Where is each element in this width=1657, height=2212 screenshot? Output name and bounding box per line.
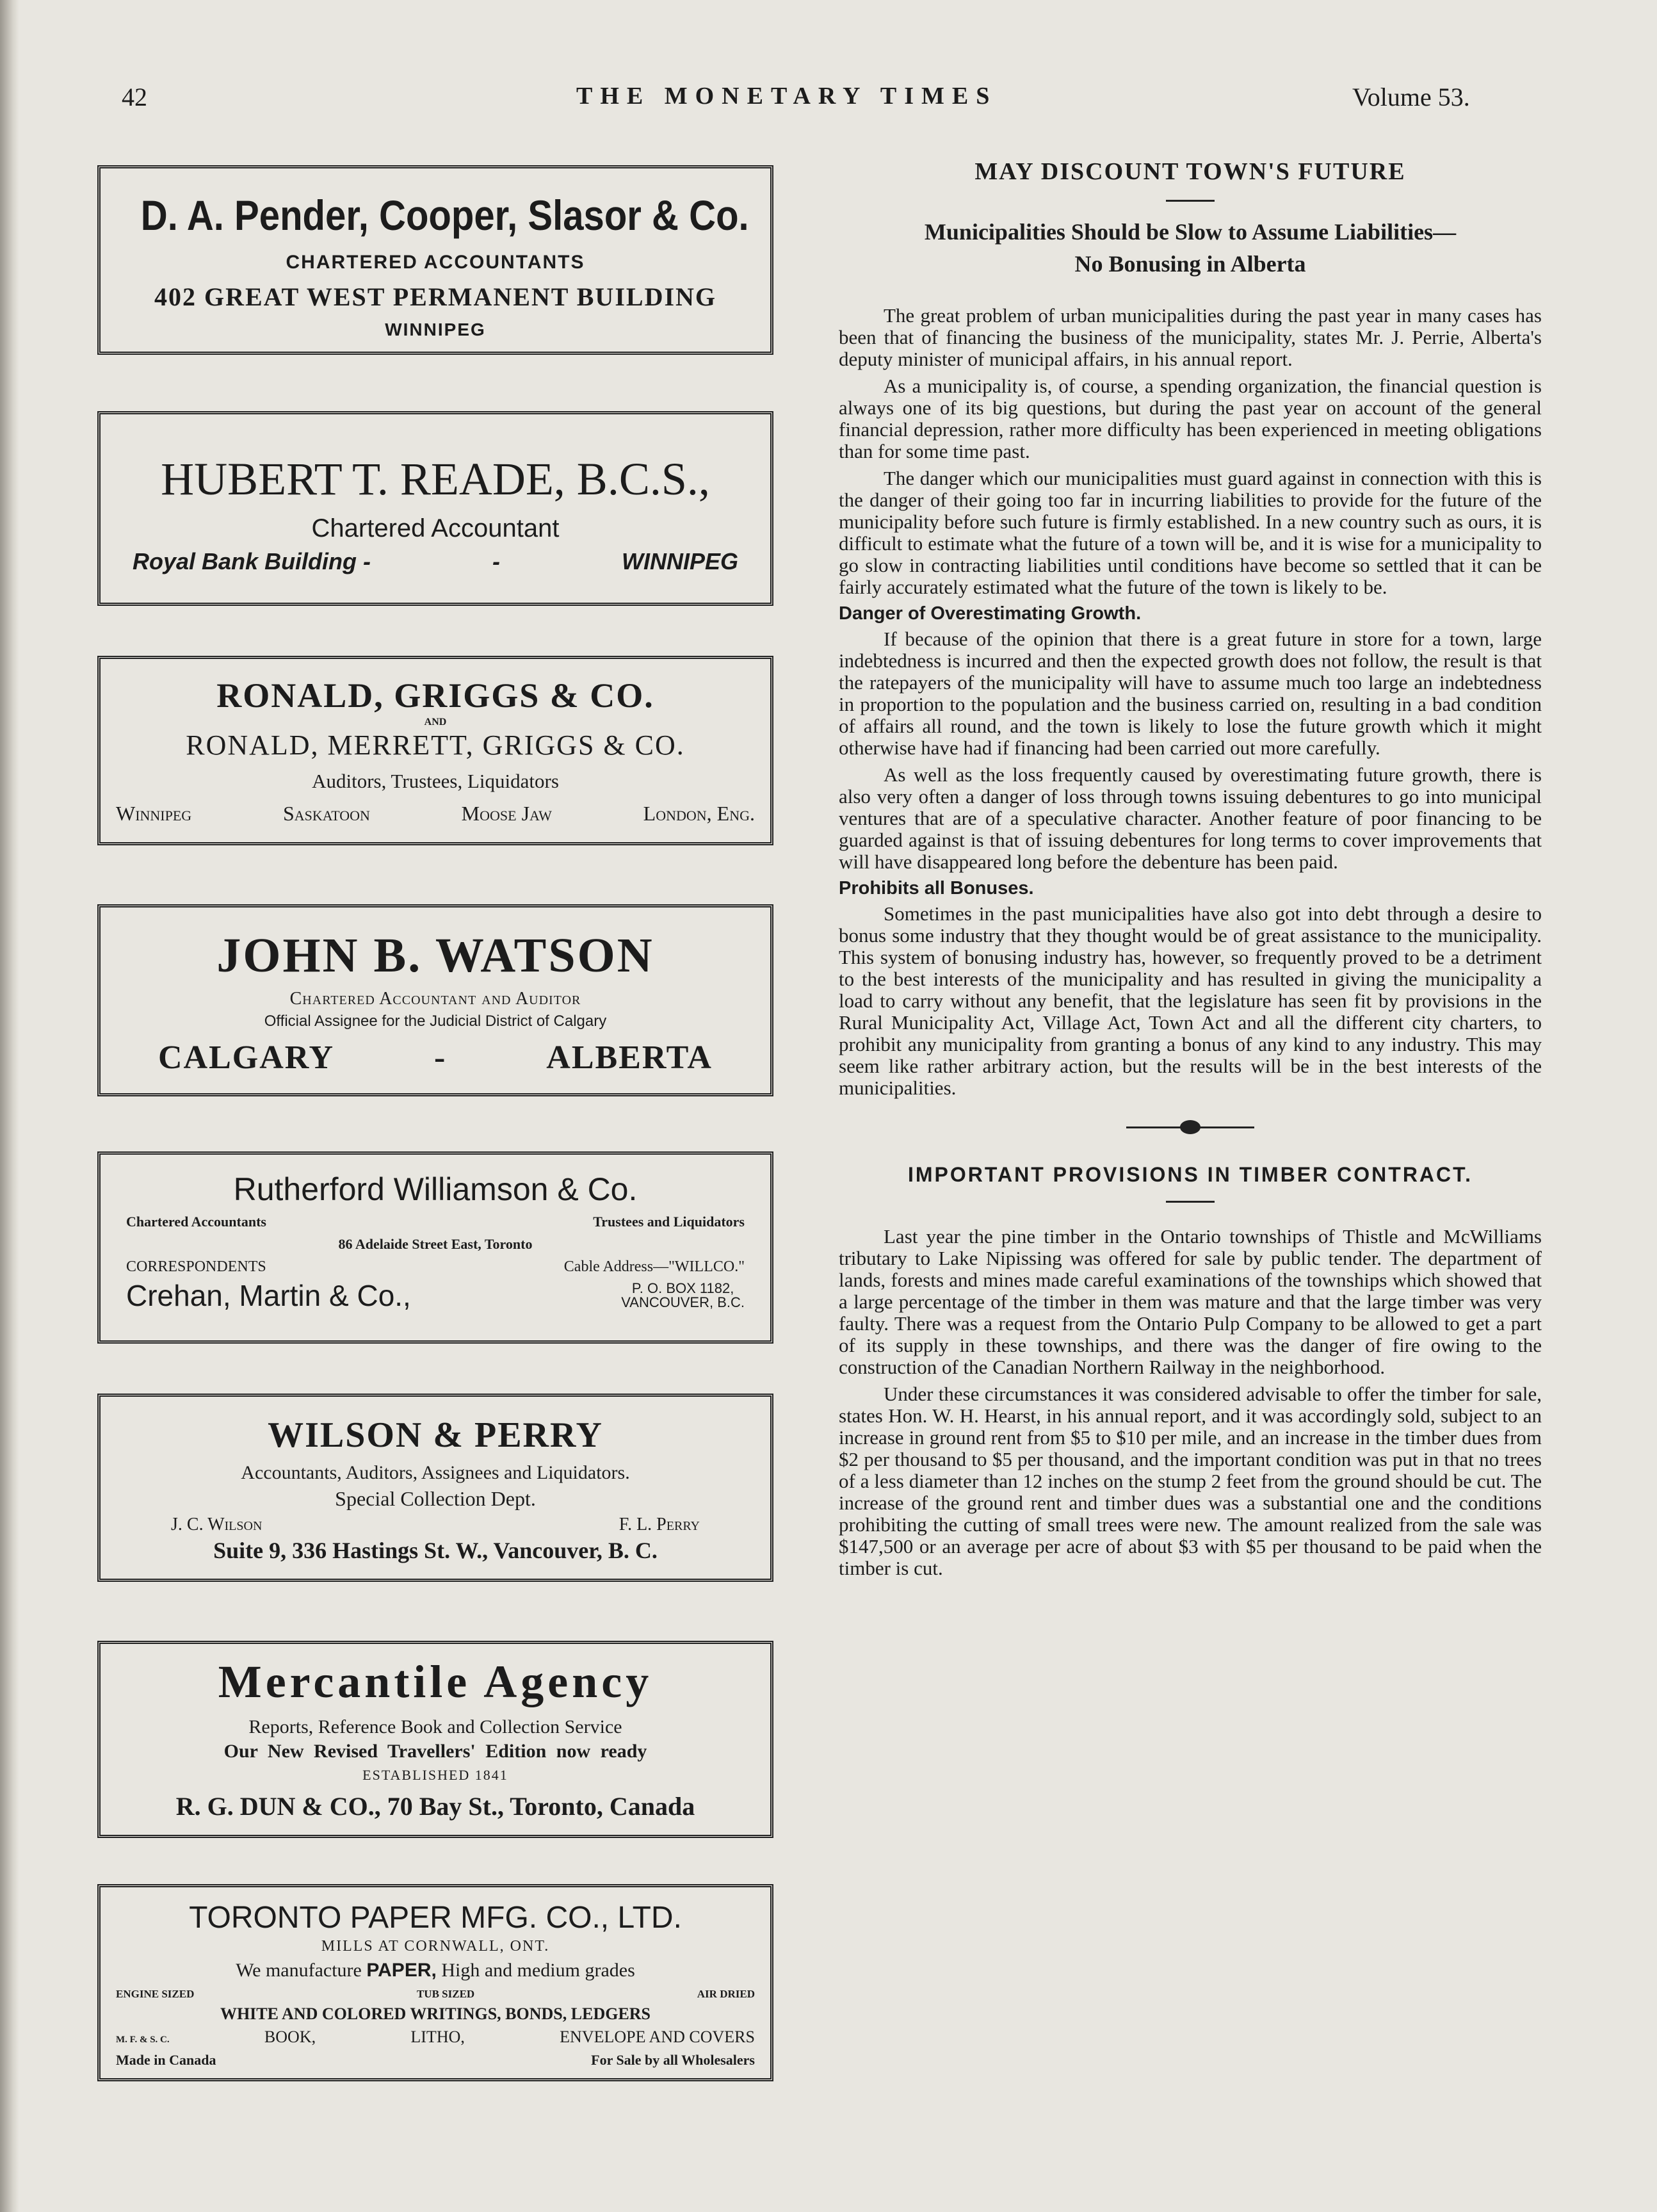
ad-paper-made: Made in Canada	[116, 2051, 216, 2068]
page-number: 42	[122, 83, 147, 111]
section-ornament	[1126, 1118, 1254, 1137]
article-subtitle	[839, 216, 1542, 281]
ad-paper-envelope: ENVELOPE AND COVERS	[560, 2027, 755, 2046]
ad-griggs-city: London, Eng.	[643, 801, 755, 825]
article-paragraph: As a municipality is, of course, a spending organization, the financial question is always one of its big questions, but during the past year on account of the general financial depression, rather more difficulty has been experienced in meeting obligations than for some time past.	[839, 374, 1542, 462]
ad-paper-manufacture-post: High and medium grades	[441, 1959, 635, 1981]
ad-griggs-subtitle: Auditors, Trustees, Liquidators	[312, 770, 559, 793]
ad-rutherford-correspondents: CORRESPONDENTS	[126, 1258, 266, 1276]
ad-paper-sale: For Sale by all Wholesalers	[591, 2051, 755, 2068]
binding-gutter	[0, 0, 19, 2212]
ad-rutherford-roles	[101, 1214, 770, 1230]
ad-paper-size: TUB SIZED	[416, 1988, 475, 2001]
ad-rutherford-box-city: VANCOUVER, B.C.	[621, 1294, 745, 1311]
ad-wilson-partners	[101, 1515, 770, 1535]
ad-rutherford-left-role: Chartered Accountants	[126, 1213, 266, 1230]
ad-paper-footer	[101, 2052, 770, 2068]
ad-griggs-name1: RONALD, GRIGGS & CO.	[216, 676, 654, 715]
article-subtitle-line: No Bonusing in Alberta	[1074, 251, 1306, 277]
ad-paper-manufacture	[101, 1960, 770, 1982]
ad-griggs-name2: RONALD, MERRETT, GRIGGS & CO.	[186, 729, 685, 761]
ad-pender	[97, 165, 773, 355]
ad-rutherford-firm: Crehan, Martin & Co.,	[126, 1278, 411, 1312]
ad-reade-dash: -	[492, 548, 500, 574]
ad-toronto-paper	[97, 1884, 773, 2081]
ad-watson-province: ALBERTA	[546, 1039, 713, 1077]
running-header	[0, 82, 1657, 120]
ad-griggs-city: Saskatoon	[282, 801, 370, 825]
ad-griggs-city: Moose Jaw	[461, 801, 552, 825]
ad-pender-subtitle: CHARTERED ACCOUNTANTS	[286, 251, 585, 273]
ad-rutherford-firm-row	[101, 1279, 770, 1313]
journal-title: THE MONETARY TIMES	[576, 83, 998, 110]
section-heading: Prohibits all Bonuses.	[839, 877, 1034, 899]
ad-mercantile-edition: Our New Revised Travellers' Edition now ready	[223, 1741, 647, 1762]
ad-paper-book: BOOK,	[264, 2027, 316, 2046]
ad-griggs-city: Winnipeg	[116, 801, 192, 825]
ad-rutherford-right-role: Trustees and Liquidators	[593, 1213, 745, 1230]
ad-watson-dash: -	[434, 1039, 447, 1077]
ad-reade-address-row	[101, 548, 770, 574]
ad-reade-city: WINNIPEG	[621, 548, 738, 574]
ad-paper-litho: LITHO,	[410, 2027, 465, 2046]
ad-wilson-address: Suite 9, 336 Hastings St. W., Vancouver, B. C.	[213, 1537, 658, 1563]
ad-paper-mfc: M. F. & S. C.	[116, 2034, 170, 2045]
article-paragraph: Last year the pine timber in the Ontario townships of Thistle and McWilliams tributary to Lake Nipissing was offered for sale by public tender. The department of lands, forests and mines made careful examinations of the townships which showed that a large percentage of the timber in them was mature and that the large timber was very faulty. There was a request from the Ontario Pulp Company to be allowed to get a part of its supply in these townships, and there was the danger of fire owing to the construction of the Canadian Northern Railway in the neighborhood.	[839, 1224, 1542, 1378]
ad-watson-name: JOHN B. WATSON	[216, 929, 654, 982]
title-rule	[1166, 200, 1215, 202]
ad-mercantile-name: Mercantile Agency	[218, 1656, 653, 1707]
article-paragraph: Sometimes in the past municipalities have also got into debt through a desire to bonus some industry that they thought would be of great assistance to the municipality. This system of bonusing industry has, however, so frequently proved to be a detriment to the best interests of the municipality and has resulted in giving the municipality a load to carry without any benefit, that the legislature has seen fit by provisions in the Rural Municipality Act, Village Act, Town Act and all the different city charters, to prohibit any municipality from granting a bonus of any kind to any industry. This may seem like rather arbitrary action, but the results will be in the best interests of the municipalities.	[839, 902, 1542, 1099]
ad-watson-subtitle: Chartered Accountant and Auditor	[289, 989, 581, 1009]
ad-watson-city: CALGARY	[158, 1039, 335, 1077]
article-subtitle-line: Municipalities Should be Slow to Assume Liabilities—	[924, 219, 1457, 245]
ad-wilson-subtitle: Accountants, Auditors, Assignees and Liquidators.	[241, 1462, 630, 1484]
article-paragraph: The great problem of urban municipalities during the past year in many cases has been that of financing the business of the municipality, states Mr. J. Perrie, Alberta's deputy minister of municipal affairs, in his annual report.	[839, 304, 1542, 370]
ad-mercantile-services: Reports, Reference Book and Collection Service	[248, 1716, 622, 1737]
ad-wilson-dept: Special Collection Dept.	[335, 1486, 536, 1510]
ad-paper-size: ENGINE SIZED	[116, 1988, 195, 2001]
ad-mercantile-address: R. G. DUN & CO., 70 Bay St., Toronto, Canada	[175, 1792, 695, 1821]
ad-wilson-name: WILSON & PERRY	[268, 1415, 603, 1455]
ad-wilson	[97, 1394, 773, 1582]
ad-reade-subtitle: Chartered Accountant	[311, 514, 560, 542]
article-column	[839, 158, 1542, 1584]
ad-watson-assignee: Official Assignee for the Judicial District of Calgary	[264, 1012, 607, 1030]
section-heading: Danger of Overestimating Growth.	[839, 603, 1142, 624]
ad-griggs	[97, 656, 773, 845]
ad-wilson-partner: F. L. Perry	[618, 1514, 700, 1534]
ad-rutherford-address: 86 Adelaide Street East, Toronto	[338, 1235, 533, 1252]
ad-rutherford-corr-row	[101, 1258, 770, 1276]
ad-paper-mills: MILLS AT CORNWALL, ONT.	[321, 1938, 550, 1955]
ad-griggs-and: AND	[424, 717, 447, 728]
ad-wilson-partner: J. C. Wilson	[171, 1514, 263, 1534]
ad-reade	[97, 411, 773, 606]
ad-reade-building: Royal Bank Building -	[133, 548, 371, 574]
article-paragraph: If because of the opinion that there is a great future in store for a town, large indebtedness is incurred and then the expected growth does not follow, the result is that the ratepayers of the municipality will have to assume much too large an indebtedness in proportion to the population and the business carried on, resulting in a bad condition of affairs all round, and the town is likely to lose the future growth which it might otherwise have had if financing had been carried out more carefully.	[839, 627, 1542, 759]
title-rule	[1166, 1201, 1215, 1203]
ad-rutherford-cable: Cable Address—"WILLCO."	[563, 1258, 745, 1276]
ad-griggs-cities	[101, 802, 770, 825]
ad-paper-size: AIR DRIED	[697, 1988, 755, 2001]
ad-pender-address: 402 GREAT WEST PERMANENT BUILDING	[154, 282, 717, 312]
article-paragraph: Under these circumstances it was considered advisable to offer the timber for sale, states Hon. W. H. Hearst, in his annual report, and it was accordingly sold, subject to an increase in ground rent from $5 to $10 per mile, and an increase in the timber dues from $2 per thousand to $5 per thousand, and the important condition was put in that no trees of a less diameter than 12 inches on the stump 2 feet from the ground should be cut. The increase of the ground rent and timber dues was a substantial one and the conditions prohibiting the cutting of small trees were new. The amount realized from the sale was $147,500 or an average per acre of about $3 with $5 per thousand to be paid when the timber is cut.	[839, 1382, 1542, 1579]
ornament-diamond	[1180, 1120, 1200, 1134]
ad-pender-city: WINNIPEG	[385, 320, 486, 340]
article2-title: IMPORTANT PROVISIONS IN TIMBER CONTRACT.	[907, 1162, 1473, 1186]
ad-paper-manufacture-pre: We manufacture	[236, 1959, 362, 1981]
volume-label: Volume 53.	[1352, 83, 1470, 111]
article-paragraph: As well as the loss frequently caused by overestimating future growth, there is also very often a danger of loss through towns issuing debentures to go into municipal ventures that are of a speculative character. Another feature of poor financing to be guarded against is that of issuing debentures for long terms to cover improvements that will have disappeared long before the debenture has been paid.	[839, 763, 1542, 873]
ad-reade-name: HUBERT T. READE, B.C.S.,	[161, 453, 710, 505]
article-title: MAY DISCOUNT TOWN'S FUTURE	[974, 158, 1406, 185]
article-paragraph: The danger which our municipalities must guard against in connection with this is the danger of their going too far in incurring liabilities to provide for the future of the municipality before such future is firmly established. In a new country such as ours, it is difficult to estimate what the future of a town will be, and it is wise for a municipality to go slow in contracting liabilities until conditions have become so settled that it can be fairly accurately estimated what the future of the town is likely to be.	[839, 466, 1542, 598]
ad-rutherford	[97, 1151, 773, 1344]
ad-rutherford-box-block	[621, 1281, 745, 1310]
ad-watson	[97, 904, 773, 1096]
ad-mercantile	[97, 1641, 773, 1838]
ad-rutherford-box: P. O. BOX 1182,	[631, 1280, 734, 1297]
ad-paper-sizes	[101, 1988, 770, 2001]
ad-mercantile-established: ESTABLISHED 1841	[362, 1766, 508, 1783]
ad-paper-name: TORONTO PAPER MFG. CO., LTD.	[189, 1901, 682, 1935]
ad-paper-products	[101, 2028, 770, 2047]
ad-rutherford-name: Rutherford Williamson & Co.	[233, 1171, 638, 1207]
ad-pender-name: D. A. Pender, Cooper, Slasor & Co.	[140, 191, 749, 239]
ad-paper-writings: WHITE AND COLORED WRITINGS, BONDS, LEDGERS	[220, 2004, 651, 2023]
ad-watson-location	[101, 1039, 770, 1077]
ad-paper-manufacture-paper: PAPER,	[366, 1959, 437, 1981]
